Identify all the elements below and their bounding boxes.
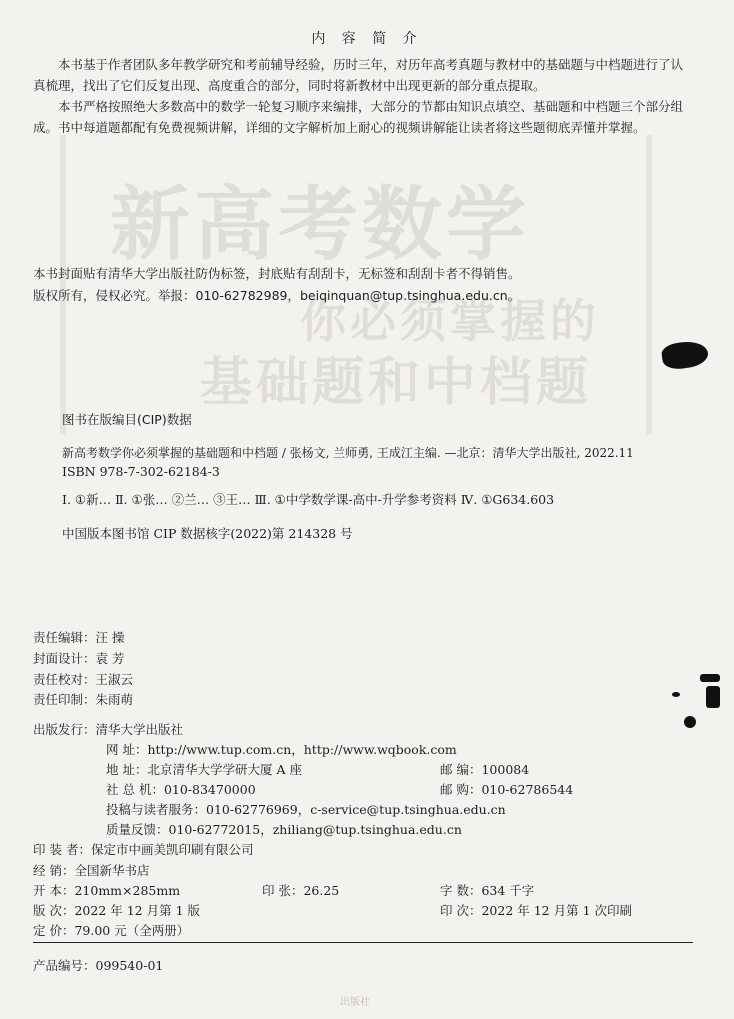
publisher-postcode: 邮 编：100084 [440,762,530,777]
watermark-title: 新高考数学 [110,178,530,271]
publisher-address: 地 址：北京清华大学学研大厦 A 座 [106,762,302,777]
intro-paragraph-1: 本书基于作者团队多年教学研究和考前辅导经验，历时三年，对历年高考真题与教材中的基础题与中档题进行了认真梳理，找出了它们反复出现、高度重合的部分，同时将新教材中出现更新的部分重点提取。 [33,57,684,93]
cip-heading: 图书在版编目(CIP)数据 [62,412,192,427]
staff-cover-design: 封面设计：袁 芳 [33,651,125,666]
ink-blot [660,339,709,371]
ink-blot [706,686,720,708]
print-word-count: 字 数：634 千字 [440,883,535,898]
publisher-website: 网 址：http://www.tup.com.cn，http://www.wqbook.com [106,742,457,757]
cip-isbn: ISBN 978-7-302-62184-3 [62,464,220,479]
watermark-subtitle-2: 基础题和中档题 [200,353,593,413]
publisher-mailorder: 邮 购：010-62786544 [440,782,574,797]
print-distributor: 经 销：全国新华书店 [33,863,150,878]
intro-paragraph-2: 本书严格按照绝大多数高中的数学一轮复习顺序来编排，大部分的节都由知识点填空、基础题和中档题三个部分组成。书中每道题都配有免费视频讲解，详细的文字解析加上耐心的视频讲解能让读者将这些题彻底弄懂并掌握。 [33,99,684,135]
product-code: 产品编号：099540-01 [33,958,164,973]
cip-classification: Ⅰ. ①新… Ⅱ. ①张… ②兰… ③王… Ⅲ. ①中学数学课-高中-升学参考资料 Ⅳ. ①G634.603 [62,492,555,507]
copyright-notice: 版权所有，侵权必究。举报：010-62782989，beiqinquan@tup.tsinghua.edu.cn。 [33,288,521,303]
staff-editor: 责任编辑：汪 操 [33,630,125,645]
staff-proofreader: 责任校对：王淑云 [33,672,134,687]
cip-record-number: 中国版本图书馆 CIP 数据核字(2022)第 214328 号 [62,526,353,541]
page-title: 内 容 简 介 [311,31,423,47]
print-impression: 印 次：2022 年 12 月第 1 次印刷 [440,903,633,918]
divider [33,942,693,943]
ink-blot [684,716,696,728]
staff-print-manager: 责任印制：朱雨萌 [33,692,134,707]
watermark-subtitle: 你必须掌握的 [300,294,600,348]
anti-counterfeit-notice: 本书封面贴有清华大学出版社防伪标签，封底贴有刮刮卡，无标签和刮刮卡者不得销售。 [33,266,521,281]
publisher-switchboard: 社 总 机：010-83470000 [106,782,256,797]
publisher-service: 投稿与读者服务：010-62776969，c-service@tup.tsinghua.edu.cn [106,802,506,817]
ink-blot [700,674,720,682]
ink-blot [672,692,680,697]
publisher-label: 出版发行：清华大学出版社 [33,722,184,737]
cip-line-title: 新高考数学你必须掌握的基础题和中档题 / 张杨文, 兰师勇, 王成江主编. —北京：清华大学出版社, 2022.11 [62,446,634,460]
print-printer: 印 装 者：保定市中画美凯印刷有限公司 [33,842,254,857]
print-format: 开 本：210mm×285mm [33,883,181,898]
print-edition: 版 次：2022 年 12 月第 1 版 [33,903,201,918]
publisher-quality: 质量反馈：010-62772015，zhiliang@tup.tsinghua.edu.cn [106,822,462,837]
print-sheets: 印 张：26.25 [262,883,340,898]
print-price: 定 价：79.00 元（全两册） [33,923,190,938]
footer-stamp: 出版社 [340,997,370,1008]
